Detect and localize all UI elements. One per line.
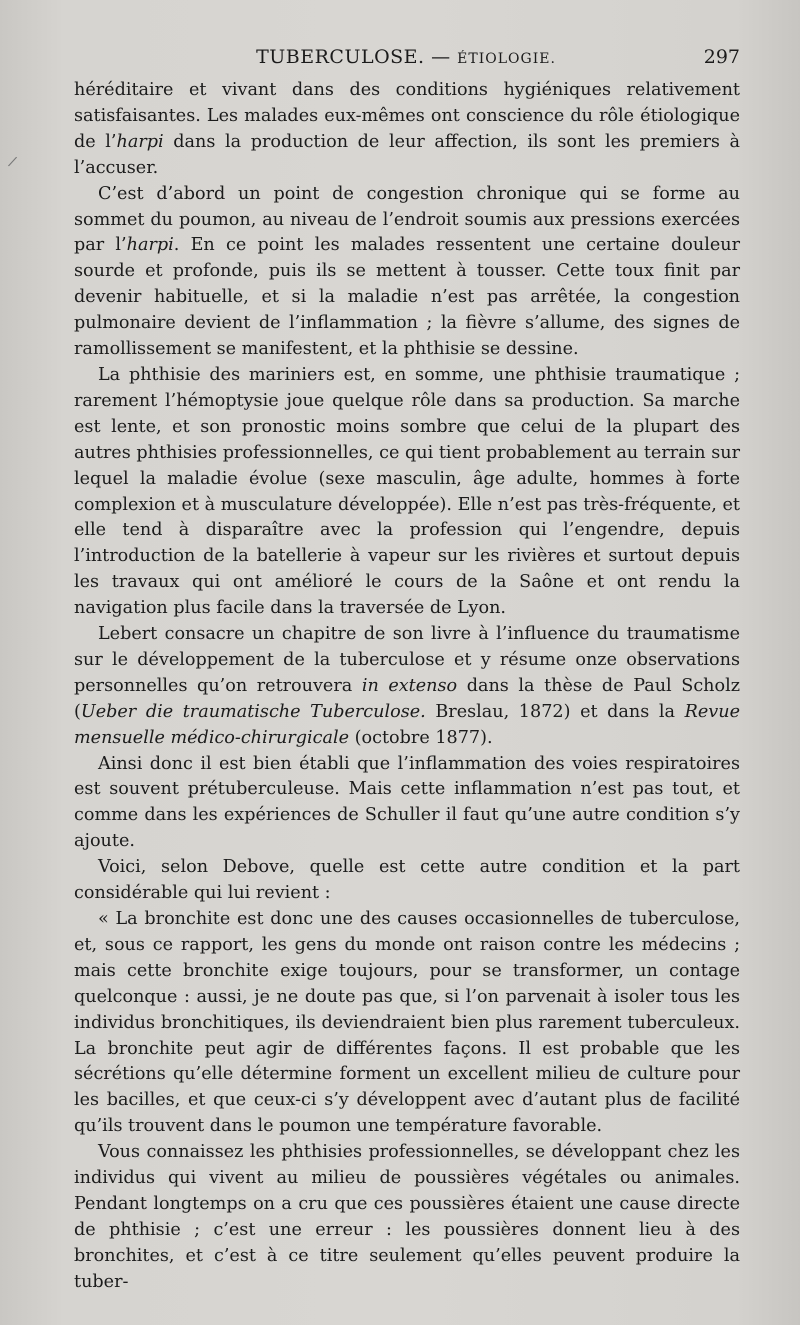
text-run: héréditaire et vivant dans des conditions hygiéniques relativement satisfaisantes. Les malades eux-mêmes ont conscience du rôle étiologique de l’ [74, 80, 740, 152]
text-run: . En ce point les malades ressentent une certaine douleur sourde et profonde, puis ils se mettent à tousser. Cette toux finit par devenir habituelle, et si la maladie n’est pas arrêtée, la congestion pulmonaire devient de l’inflammation ; la fièvre s’allume, des signes de ramollissement se manifestent, et la phthisie se dessine. [74, 235, 740, 360]
paragraph-5: Ainsi donc il est bien établi que l’inflammation des voies respiratoires est souvent prétuberculeuse. Mais cette inflammation n’est pas tout, et comme dans les expériences de Schuller il faut qu’une autre condition s’y ajoute. [74, 753, 740, 852]
italic-book-title: Ueber die traumatische Tuberculose. [80, 701, 426, 722]
header-title: TUBERCULOSE. [256, 46, 425, 68]
italic-journal-title: Revue mensuelle médico-chirurgicale [74, 701, 740, 748]
header-dash: — [424, 46, 458, 68]
text-run: dans la production de leur affection, ils sont les premiers à l’accuser. [74, 131, 740, 178]
text-run: Lebert consacre un chapitre de son livre à l’influence du traumatisme sur le développement de la tuberculose et y résume onze observations personnelles qu’on retrouvera [74, 624, 740, 696]
paragraph-8: Vous connaissez les phthisies professionnelles, se développant chez les individus qui vivent au milieu de poussières végétales ou animales. Pendant longtemps on a cru que ces poussières étaient une cause directe de phthisie ; c’est une erreur : les poussières donnent lieu à des bronchites, et c’est à ce titre seulement qu’elles peuvent produire la tuber- [74, 1142, 740, 1292]
header-subtitle: ÉTIOLOGIE. [457, 51, 556, 67]
text-run: Breslau, 1872) et dans la [425, 701, 685, 722]
page-number: 297 [703, 46, 740, 68]
italic-term: harpi [126, 235, 174, 256]
running-header [72, 46, 740, 74]
paragraph-2 [74, 182, 740, 363]
margin-pencil-mark: / [6, 153, 18, 171]
paragraph-1 [74, 78, 740, 182]
italic-term: harpi [116, 131, 164, 152]
paragraph-6: Voici, selon Debove, quelle est cette autre condition et la part considérable qui lui revient : [74, 857, 740, 904]
text-run: C’est d’abord un point de congestion chronique qui se forme au sommet du poumon, au niveau de l’endroit soumis aux pressions exercées par l’ [74, 183, 740, 256]
body-text [74, 78, 740, 1296]
text-run: (octobre 1877). [349, 727, 493, 748]
text-run: dans la thèse de Paul Scholz ( [74, 675, 740, 722]
running-title [72, 46, 740, 68]
paragraph-7-quote: « La bronchite est donc une des causes occasionnelles de tuberculose, et, sous ce rapport, les gens du monde ont raison contre les médecins ; mais cette bronchite exige toujours, pour se transformer, un contage quelconque : aussi, je ne doute pas que, si l’on parvenait à isoler tous les individus bronchitiques, ils deviendraient bien plus rarement tuberculeux. La bronchite peut agir de différentes façons. Il est probable que les sécrétions qu’elle détermine forment un excellent milieu de culture pour les bacilles, et que ceux-ci s’y développent avec d’autant plus de facilité qu’ils trouvent dans le poumon une température favorable. [74, 909, 740, 1137]
paragraph-4 [74, 622, 740, 752]
paragraph-3: La phthisie des mariniers est, en somme, une phthisie traumatique ; rarement l’hémoptysie joue quelque rôle dans sa production. Sa marche est lente, et son pronostic moins sombre que celui de la plupart des autres phthisies professionnelles, ce qui tient probablement au terrain sur lequel la maladie évolue (sexe masculin, âge adulte, hommes à forte complexion et à musculature développée). Elle n’est pas très-fréquente, et elle tend à disparaître avec la profession qui l’engendre, depuis l’introduction de la batellerie à vapeur sur les rivières et surtout depuis les travaux qui ont amélioré le cours de la Saône et ont rendu la navigation plus facile dans la traversée de Lyon. [74, 364, 740, 619]
italic-term: in extenso [361, 675, 458, 696]
